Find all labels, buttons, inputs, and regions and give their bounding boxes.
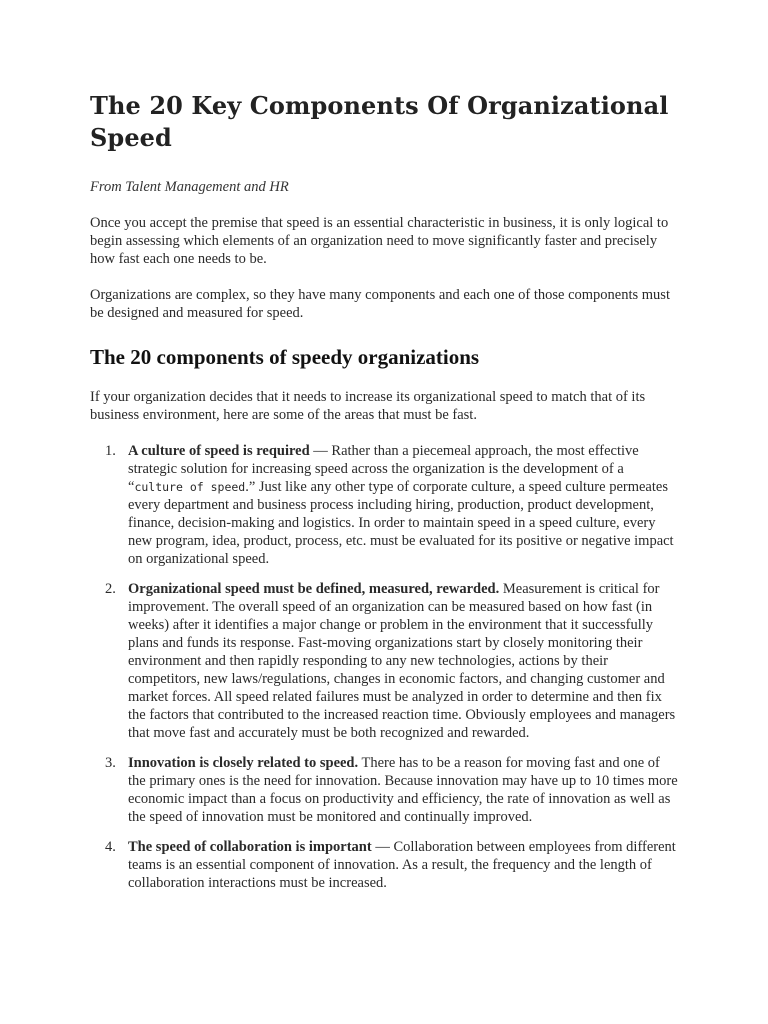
section-intro: If your organization decides that it needs to increase its organizational speed to match that of its business environment, here are some of the areas that must be fast. [90,389,646,423]
list-item-text: Measurement is critical for improvement. The overall speed of an organization can be measured based on how fast (in weeks) after it identifies a major change or problem in the environment that it successfully plans and funds its response. Fast-moving organizations start by closely monitoring their environment and then rapidly responding to any new technologies, actions by their competitors, new laws/regulations, changes in economic factors, and changing customer and market forces. All speed related failures must be analyzed in order to determine and then fix the factors that contributed to the increased reaction time. Obviously employees and managers that move fast and accurately must be both recognized and rewarded. [128,581,676,741]
list-item-emphasis: culture of speed [134,480,246,494]
article-source: From Talent Management and HR [90,179,289,195]
list-item-text: .” Just like any other type of corporate culture, a speed culture permeates every department and business process including hiring, production, product development, finance, decision-making and logistics. In order to maintain speed in a speed culture, every new program, idea, product, process, etc. must be evaluated for its positive or negative impact on organizational speed. [128,479,674,567]
list-item-number: 3. [105,755,116,771]
components-list [90,442,680,892]
list-item-number: 4. [105,839,116,855]
list-item-text: — Collaboration between employees from different teams is an essential component of innovation. As a result, the frequency and the length of collaboration interactions must be increased. [128,839,676,891]
list-item [90,442,680,568]
list-item-text: — Rather than a piecemeal approach, the most effective strategic solution for increasing speed across the organization is the development of a “ [128,443,639,495]
section-heading: The 20 components of speedy organizations [90,345,480,369]
list-item [90,754,680,826]
list-item-lead: A culture of speed is required [128,443,310,459]
list-item-lead: The speed of collaboration is important [128,839,372,855]
article [90,90,680,904]
list-item-number: 2. [105,581,116,597]
list-item [90,838,680,892]
list-item-lead: Innovation is closely related to speed. [128,755,359,771]
intro-paragraph: Organizations are complex, so they have many components and each one of those components must be designed and measured for speed. [90,287,670,321]
list-item-lead: Organizational speed must be defined, measured, rewarded. [128,581,500,597]
list-item-number: 1. [105,443,116,459]
list-item [90,580,680,742]
intro-paragraph: Once you accept the premise that speed is an essential characteristic in business, it is only logical to begin assessing which elements of an organization need to move significantly faster and precisely how fast each one needs to be. [90,215,669,267]
list-item-text: There has to be a reason for moving fast and one of the primary ones is the need for innovation. Because innovation may have up to 10 times more economic impact than a focus on productivity and efficiency, the rate of innovation as well as the speed of innovation must be monitored and continually improved. [128,755,678,825]
article-title: The 20 Key Components Of Organizational Speed [90,91,669,152]
